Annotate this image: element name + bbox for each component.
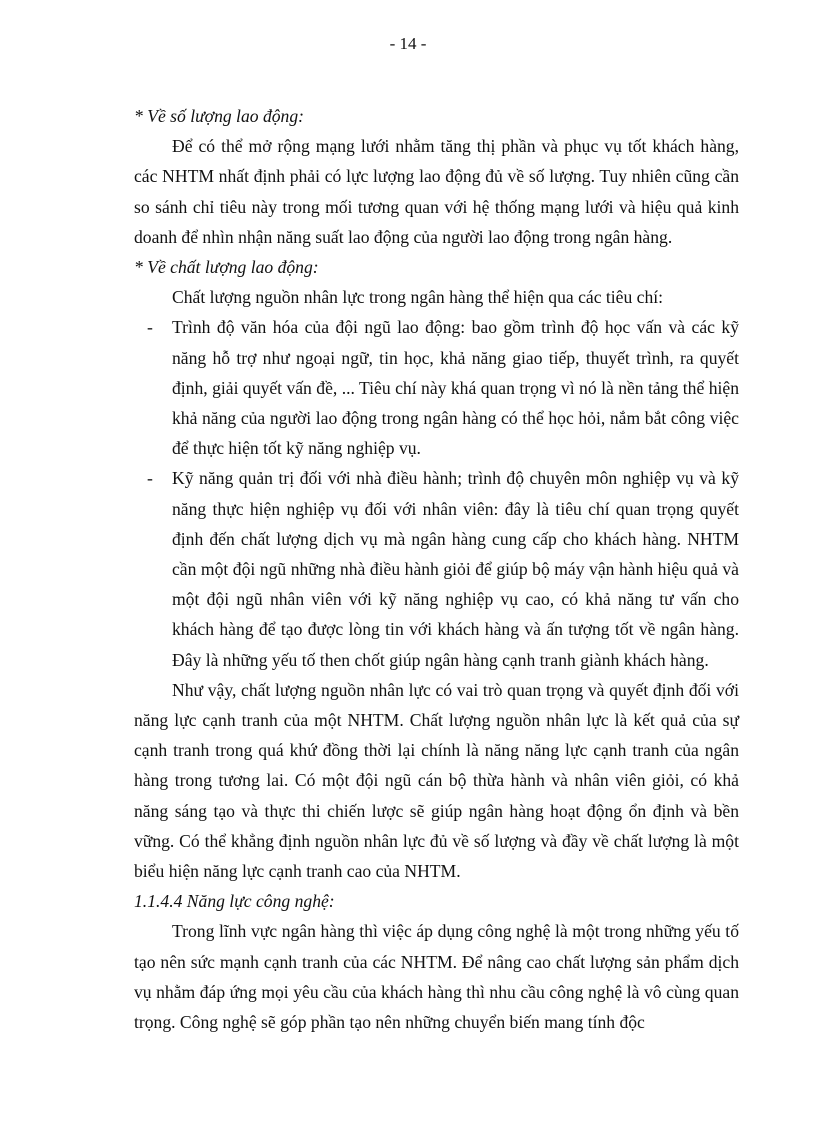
paragraph-quality-intro: Chất lượng nguồn nhân lực trong ngân hàng thể hiện qua các tiêu chí: [172,287,664,308]
paragraph-technology: Trong lĩnh vực ngân hàng thì việc áp dụng công nghệ là một trong những yếu tố tạo nên sức mạnh cạnh tranh của các NHTM. Để nâng cao chất lượng sản phẩm dịch vụ nhằm đáp ứng mọi yêu cầu của khách hàng thì nhu cầu công nghệ là vô cùng quan trọng. Công nghệ sẽ góp phần tạo nên những chuyển biến mang tính độc [134,921,739,1033]
bullet-marker: - [147,468,153,489]
bullet-text: Kỹ năng quản trị đối với nhà điều hành; trình độ chuyên môn nghiệp vụ và kỹ năng thực hiện nghiệp vụ đối với nhân viên: đây là tiêu chí quan trọng quyết định đến chất lượng dịch vụ mà ngân hàng cung cấp cho khách hàng. NHTM cần một đội ngũ những nhà điều hành giỏi để giúp bộ máy vận hành hiệu quả và một đội ngũ nhân viên với kỹ năng nghiệp vụ cao, có khả năng tư vấn cho khách hàng để tạo được lòng tin với khách hàng và ấn tượng tốt về ngân hàng. Đây là những yếu tố then chốt giúp ngân hàng cạnh tranh giành khách hàng. [172,468,739,670]
list-item [134,312,739,463]
section-heading-technology: 1.1.4.4 Năng lực công nghệ: [134,891,335,912]
list-item [134,463,739,674]
document-body [134,101,739,1037]
paragraph-quality-conclusion: Như vậy, chất lượng nguồn nhân lực có vai trò quan trọng và quyết định đối với năng lực cạnh tranh của một NHTM. Chất lượng nguồn nhân lực là kết quả của sự cạnh tranh trong quá khứ đồng thời lại chính là năng năng lực cạnh tranh của ngân hàng trong tương lai. Có một đội ngũ cán bộ thừa hành và nhân viên giỏi, có khả năng sáng tạo và thực thi chiến lược sẽ giúp ngân hàng hoạt động ổn định và bền vững. Có thể khẳng định nguồn nhân lực đủ về số lượng và đầy về chất lượng là một biểu hiện năng lực cạnh tranh cao của NHTM. [134,679,739,882]
paragraph-quantity: Để có thể mở rộng mạng lưới nhằm tăng thị phần và phục vụ tốt khách hàng, các NHTM nhất định phải có lực lượng lao động đủ về số lượng. Tuy nhiên cũng cần so sánh chỉ tiêu này trong mối tương quan với hệ thống mạng lưới và hiệu quả kinh doanh để nhìn nhận năng suất lao động của người lao động trong ngân hàng. [134,136,739,247]
bullet-text: Trình độ văn hóa của đội ngũ lao động: bao gồm trình độ học vấn và các kỹ năng hỗ trợ như ngoại ngữ, tin học, khả năng giao tiếp, thuyết trình, ra quyết định, giải quyết vấn đề, ... Tiêu chí này khá quan trọng vì nó là nền tảng thể hiện khả năng của người lao động trong ngân hàng có thể học hỏi, nắm bắt công việc để thực hiện tốt kỹ năng nghiệp vụ. [172,317,739,459]
section-heading-quantity: * Về số lượng lao động: [134,106,304,126]
section-heading-quality: * Về chất lượng lao động: [134,257,319,278]
bullet-marker: - [147,317,153,338]
page-number: - 14 - [389,34,427,53]
